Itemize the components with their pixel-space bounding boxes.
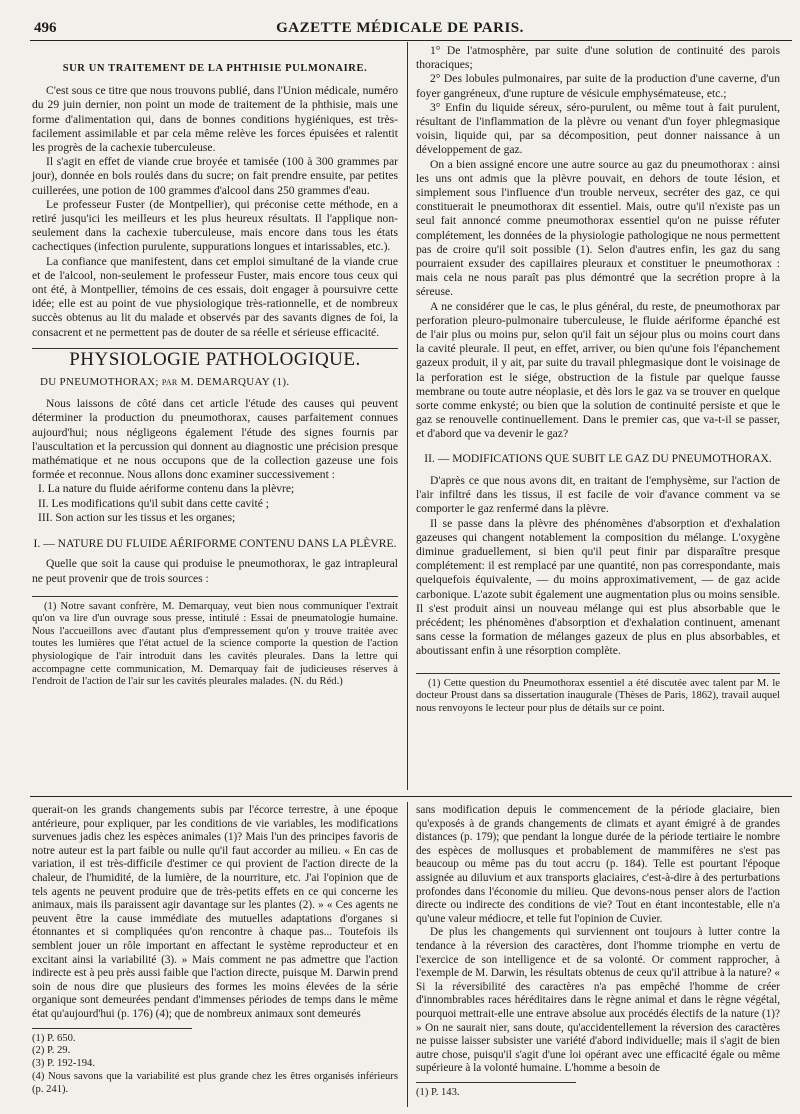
footnote-list: [32, 1033, 398, 1097]
paragraph: 3° Enfin du liquide séreux, séro-purulent, ou même tout à fait purulent, résultant de l'inflammation de la plèvre ou venant d'un foyer phlegmasique voisin, liquide qui, par sa décomposition, peut donner naissance à un développement de gaz.: [416, 100, 780, 157]
paragraph: C'est sous ce titre que nous trouvons publié, dans l'Union médicale, numéro du 29 juin dernier, non point un mode de traitement de la phthisie, mais une forme d'alimentation qui, dans de bonnes conditions hygiéniques, est très-facilement assimilable et par cela même relève les forces épuisées et ralentit les progrès de la cachexie tuberculeuse.: [32, 84, 398, 155]
paragraph: Quelle que soit la cause qui produise le pneumothorax, le gaz intrapleural ne peut provenir que de trois sources :: [32, 557, 398, 585]
footnote: (2) P. 29.: [32, 1045, 71, 1057]
list-item: III. Son action sur les tissus et les organes;: [38, 510, 236, 524]
journal-title: GAZETTE MÉDICALE DE PARIS.: [276, 20, 524, 36]
list-item: II. Les modifications qu'il subit dans cette cavité ;: [38, 496, 270, 510]
paragraph: On a bien assigné encore une autre source au gaz du pneumothorax : ainsi les uns ont admis que la plèvre pouvait, en dehors de toute lésion, et simplement sous l'influence d'un trouble nerveux, secréter des gaz, ce qui constituerait le pneumothorax dit essentiel. Mais, outre qu'il n'existe pas un seul fait annoncé comme pneumothorax essentiel qu'on ne puisse réfuter complétement, les données de la physiologie pathologique ne nous permettent pas de croire qu'il soit possible (1). Selon d'autres enfin, les gaz du sang pourraient exsuder des capillaires pleuraux et constituer le pneumothorax : mais cela ne nous paraît pas plus démontré que la secrétion propre à la séreuse.: [416, 157, 780, 299]
footnote-rule: [32, 1028, 192, 1029]
footnote-rule: [416, 673, 780, 674]
bottom-left-column: [32, 804, 398, 1096]
column-divider-bottom: [407, 802, 408, 1107]
continued-paragraph: sans modification depuis le commencement de la période glaciaire, bien qu'exposés à de grands changements de climats et ayant émigré à de grandes distances (p. 179); que pendant la longue durée de la période tertiaire le nombre des espèces de mollusques et probablement de mammifères ne s'est pas beaucoup ou même pas du tout accru (p. 184). Telle est pourtant l'époque assignée au diluvium et aux transports glaciaires, c'est-à-dire à des perturbations profondes dans l'économie du milieu. Que devons-nous penser alors de l'action directe ou indirecte des conditions de vie? Tout en étant incontestable, elle n'a qu'une valeur médiocre, et telle fut l'opinion de Cuvier.: [416, 804, 780, 925]
page-header: [0, 6, 800, 40]
section-break-rule: [30, 796, 792, 797]
article-title-phthisie: SUR UN TRAITEMENT DE LA PHTHISIE PULMONAIRE.: [62, 63, 368, 74]
footnote: (4) Nous savons que la variabilité est plus grande chez les êtres organisés inférieurs (p. 241).: [32, 1070, 398, 1095]
article-subtitle: DU PNEUMOTHORAX; par M. DEMARQUAY (1).: [40, 376, 290, 389]
page-number: 496: [34, 20, 57, 36]
paragraph: Il se passe dans la plèvre des phénomènes d'absorption et d'exhalation gazeuses qui changent notablement la composition du mélange. L'oxygène diminue graduellement, si bien qu'il peut finir par disparaître presque complétement: il est remplacé par une quantité, non pas correspondante, mais quelquefois équivalente, — du moins approximativement, — de gaz acide carbonique. L'azote subit également une augmentation plus ou moins sensible. Il s'est produit ainsi un nouveau mélange qui est plus absorbable que le précédent; les phénomènes d'absorption et d'exhalation continuent, amenant sans cesse la formation de mélanges gazeux de plus en plus absorbables, et aboutissant enfin à une résorption complète.: [416, 516, 780, 658]
top-left-column: [32, 60, 398, 689]
bottom-right-column: [416, 804, 780, 1100]
paragraph: A ne considérer que le cas, le plus général, du reste, de pneumothorax par perforation pleuro-pulmonaire tuberculeuse, le fluide aériforme épanché est de l'air plus ou moins pur, selon qu'il fait un séjour plus ou moins court dans la cavité pleurale. Il peut, en effet, arriver, ou bien qu'une fois l'épanchement gazeux produit, il y ait, par suite du travail phlegmasique dont le voisinage de la perforation est le siége, obstruction de la fistule par quelque fausse membrane ou toute autre néoplasie, et dès lors le gaz va se trouver en quelque sorte comme enkysté; ou bien que la solution de continuité persiste et que le gaz se renouvelle continuellement. Dans le premier cas, que va-t-il se passer, et d'abord que va devenir le gaz?: [416, 299, 780, 441]
footnote-rule: [32, 596, 398, 597]
footnote: (1) P. 650.: [32, 1032, 76, 1044]
paragraph: La confiance que manifestent, dans cet emploi simultané de la viande crue et de l'alcool, non-seulement le professeur Fuster, mais encore tous ceux qui ont été, à Montpellier, témoins de ces essais, doit engager à poursuivre cette idée; elle est au point de vue physiologique très-rationnelle, et de nombreux succès obtenus au lit du malade et observés par des savants dignes de foi, la consacrent et ne permettent pas de douter de sa réelle et sérieuse efficacité.: [32, 254, 398, 339]
intro-paragraph: Nous laissons de côté dans cet article l'étude des causes qui peuvent déterminer la production du pneumothorax, causes parfaitement connues aujourd'hui; nous négligeons également l'étude des signes fournis par l'auscultation et la percussion qui donnent au diagnostic une précision presque mathématique et ne nous occupons que de la collection gazeuse une fois formée et reconnue. Nous allons donc examiner successivement :: [32, 397, 398, 482]
paragraph: 2° Des lobules pulmonaires, par suite de la production d'une caverne, d'un foyer gangréneux, d'une rupture de vésicule emphysémateuse, etc.;: [416, 72, 780, 100]
footnote-rule: [416, 1082, 576, 1083]
footnote: (1) Notre savant confrère, M. Demarquay, veut bien nous communiquer l'extrait qu'on va lire d'un ouvrage sous presse, intitulé : Essai de pneumatologie humaine. Nous l'accueillons avec d'autant plus d'empressement qu'on y trouve traitée avec toutes les lumières que l'état actuel de la science comporte la question de l'action physiologique de l'air introduit dans les cavités pleurales. Dans la lettre qui accompagne cette communication, M. Demarquay fait de judicieuses réserves à l'endroit de l'action de l'air sur les cavités pleurales malades. (N. du Réd.): [32, 600, 398, 688]
paragraph: Il s'agit en effet de viande crue broyée et tamisée (100 à 300 grammes par jour), donnée en bols roulés dans du sucre; on fait prendre ensuite, par petites cuillerées, une potion de 100 grammes d'alcool dans 250 grammes d'eau.: [32, 155, 398, 197]
column-divider-top: [407, 42, 408, 790]
paragraph: 1° De l'atmosphère, par suite d'une solution de continuité des parois thoraciques;: [416, 44, 780, 72]
rubric-heading: PHYSIOLOGIE PATHOLOGIQUE.: [69, 348, 361, 370]
paragraph: Le professeur Fuster (de Montpellier), qui préconise cette méthode, en a retiré jusqu'ici les meilleurs et les plus heureux résultats. Il l'applique non-seulement dans la cachexie tuberculeuse, mais encore dans tous les états cachectiques (infection purulente, suppurations longues et intarissables, etc.).: [32, 197, 398, 254]
top-right-column: [416, 44, 780, 715]
footnote-list: [416, 1087, 780, 1100]
footnote: (1) Cette question du Pneumothorax essentiel a été discutée avec talent par M. le docteur Proust dans sa dissertation inaugurale (Thèses de Paris, 1862), travail auquel nous renvoyons le lecteur pour plus de détails sur ce point.: [416, 677, 780, 714]
footnote: (1) P. 143.: [416, 1086, 460, 1098]
footnote-block: [32, 601, 398, 689]
continued-paragraph: querait-on les grands changements subis par l'écorce terrestre, à une époque antérieure, pour expliquer, par les conditions de vie variables, les modifications survenues jadis chez les espèces animales (1)? Mais l'un des principes favoris de notre auteur est la part faible ou nulle qu'il faut accorder au milieu. « En cas de variation, il est très-difficile d'estimer ce qui provient de l'action directe de la chaleur, de l'humidité, de la lumière, de la nourriture, etc. J'ai l'opinion que de tels agents ne peuvent produire que de très-petits effets en ce qui concerne les animaux, mais ils paraissent agir davantage sur les plantes (2). » « Ces agents ne peuvent être la cause immédiate des mutuelles adaptations d'organes si étonnantes et si compliquées qu'on rencontre à chaque pas... Toutefois ils semblent jouer un rôle important en affectant le système reproducteur et en excitant ainsi la variabilité (3). » Mais comment ne pas admettre que l'action indirecte est à peu près aussi faible que l'action directe, puisque M. Darwin prend soin de nous dire que plusieurs des formes les moins élevées de la série organique sont demeurées pendant d'immenses périodes de temps dans le même état qu'aujourd'hui (p. 176) (4); que de nombreux animaux sont demeurés: [32, 804, 398, 1020]
paragraph: D'après ce que nous avons dit, en traitant de l'emphysème, sur l'action de l'air infiltré dans les tissus, il est facile de voir d'avance comment va se comporter le gaz renfermé dans la plèvre.: [416, 473, 780, 516]
header-rule: [30, 40, 792, 41]
footnote-block: [416, 678, 780, 716]
paragraph: De plus les changements qui surviennent ont toujours à lutter contre la tendance à la réversion des caractères, dont l'homme triomphe en vertu de l'exercice de son intelligence et de sa volonté. Or comment rapprocher, à l'exemple de M. Darwin, les résultats obtenus de ceux qu'il attribue à la nature? « Si la réversibilité des caractères n'a pas empêché l'homme de créer d'innombrables races héréditaires dans le règne animal et dans le règne végétal, pourquoi mettrait-elle une entrave absolue aux procédés électifs de la nature (1)? » On ne saurait nier, sans doute, qu'accidentellement la réversion des caractères ne puisse laisser subsister une variété d'abord individuelle; mais il s'agit de bien autre chose, puisqu'il s'agit d'une loi opérant avec une efficacité égale ou même supérieure à la volonté humaine. L'homme a besoin de: [416, 926, 780, 1075]
section-heading-1: I. — NATURE DU FLUIDE AÉRIFORME CONTENU DANS LA PLÈVRE.: [33, 537, 397, 551]
list-item: I. La nature du fluide aériforme contenu dans la plèvre;: [38, 482, 295, 496]
footnote: (3) P. 192-194.: [32, 1058, 95, 1070]
section-heading-2: II. — MODIFICATIONS QUE SUBIT LE GAZ DU PNEUMOTHORAX.: [424, 451, 772, 465]
